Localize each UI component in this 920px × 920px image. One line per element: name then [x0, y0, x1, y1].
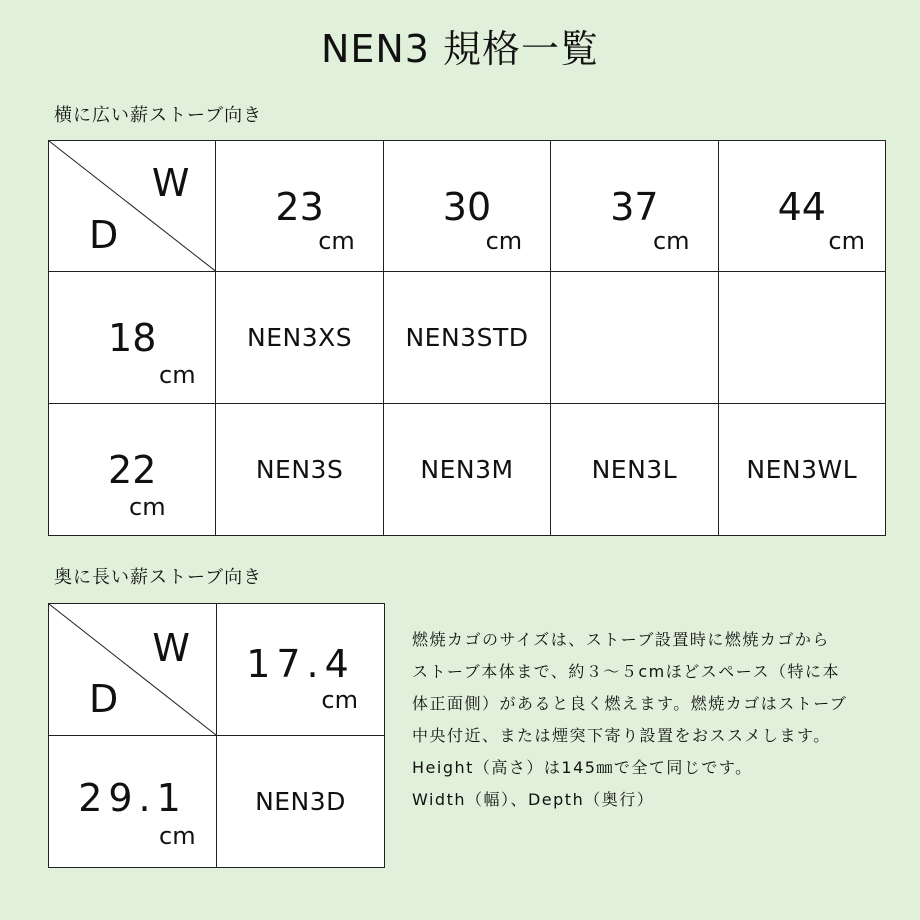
depth-header-cell — [49, 404, 216, 536]
model-cell — [383, 272, 550, 404]
width-value: 44 — [777, 185, 826, 229]
depth-unit: cm — [159, 361, 196, 389]
model-name: NEN3L — [591, 454, 678, 484]
model-name: NEN3XS — [247, 322, 353, 352]
width-unit: cm — [828, 227, 865, 255]
width-value: 30 — [442, 185, 492, 229]
width-header-cell — [217, 604, 385, 736]
header-row — [49, 141, 886, 272]
model-name: NEN3M — [420, 454, 514, 484]
width-header-cell — [216, 141, 383, 272]
empty-cell — [718, 272, 885, 404]
model-name: NEN3S — [255, 454, 344, 484]
width-header-cell — [551, 141, 718, 272]
description-line: Width（幅）、Depth（奥行） — [412, 790, 655, 809]
model-cell — [216, 272, 383, 404]
depth-value: 22 — [108, 448, 157, 492]
width-value: 23 — [275, 185, 324, 229]
diagonal-line — [49, 141, 215, 271]
wide-section-label: 横に広い薪ストーブ向き — [54, 105, 263, 126]
depth-value: 29.1 — [78, 776, 187, 820]
depth-unit: cm — [159, 822, 196, 850]
depth-axis-label: D — [89, 677, 119, 721]
page-title: NEN3 規格一覧 — [320, 27, 600, 71]
model-cell — [718, 404, 885, 536]
description-line: 体正面側）があると良く燃えます。燃焼カゴはストーブ — [412, 694, 848, 713]
empty-cell — [551, 272, 718, 404]
width-unit: cm — [652, 227, 690, 255]
header-row — [49, 604, 385, 736]
description-text — [412, 624, 902, 816]
model-name: NEN3D — [255, 786, 346, 816]
model-cell — [551, 404, 718, 536]
width-header-cell — [718, 141, 885, 272]
model-cell — [383, 404, 550, 536]
model-cell — [217, 736, 385, 868]
deep-size-table — [48, 603, 385, 868]
width-axis-label: W — [152, 626, 190, 670]
corner-cell — [49, 141, 216, 272]
model-name: NEN3STD — [405, 322, 529, 352]
description-line: 中央付近、または煙突下寄り設置をおススメします。 — [412, 726, 831, 745]
table-row — [49, 736, 385, 868]
width-unit: cm — [321, 686, 358, 714]
description-line: ストーブ本体まで、約３～５cmほどスペース（特に本 — [412, 662, 840, 681]
model-cell — [216, 404, 383, 536]
wide-size-table — [48, 140, 886, 536]
width-unit: cm — [485, 227, 523, 255]
description-line: 燃焼カゴのサイズは、ストーブ設置時に燃焼カゴから — [412, 630, 830, 649]
diagonal-line — [49, 604, 216, 735]
width-header-cell — [383, 141, 550, 272]
width-unit: cm — [318, 227, 355, 255]
depth-header-cell — [49, 272, 216, 404]
table-row — [49, 272, 886, 404]
width-value: 37 — [610, 185, 659, 229]
width-axis-label: W — [151, 161, 190, 205]
deep-section-label: 奥に長い薪ストーブ向き — [54, 567, 263, 588]
width-value: 17.4 — [246, 642, 355, 686]
corner-cell — [49, 604, 217, 736]
depth-value: 18 — [108, 316, 157, 360]
model-name: NEN3WL — [746, 454, 858, 484]
description-line: Height（高さ）は145㎜で全て同じです。 — [412, 758, 753, 777]
depth-axis-label: D — [89, 213, 119, 257]
depth-header-cell — [49, 736, 217, 868]
depth-unit: cm — [129, 493, 166, 521]
table-row — [49, 404, 886, 536]
